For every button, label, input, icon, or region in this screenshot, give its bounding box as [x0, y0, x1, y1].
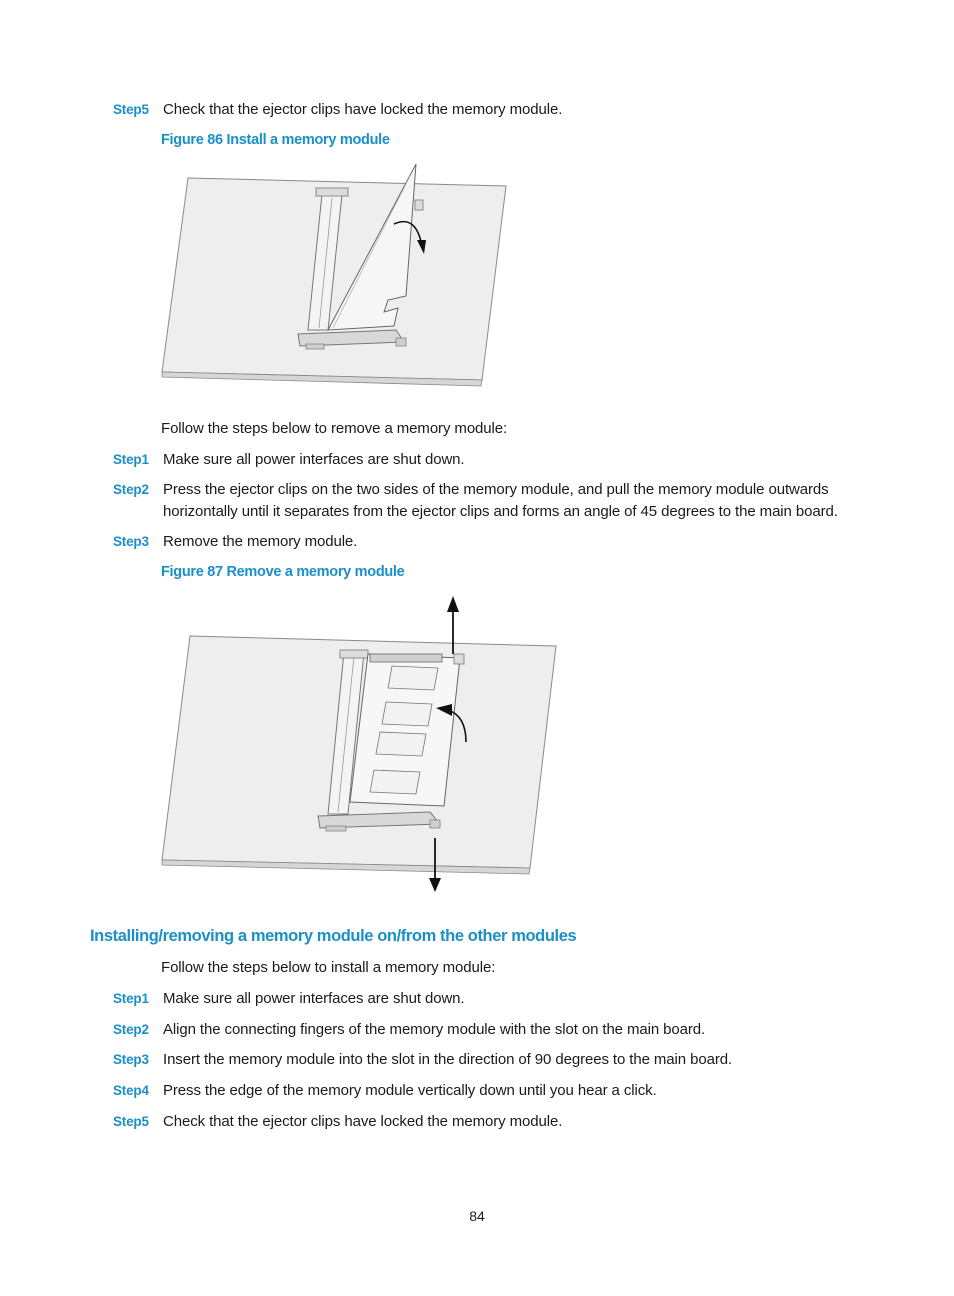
step-text: Check that the ejector clips have locked the memory module.: [163, 101, 563, 118]
step-row: [113, 99, 873, 121]
figure-86-illustration: [158, 158, 514, 392]
step-label: Step5: [113, 102, 149, 117]
step-text: Align the connecting fingers of the memory module with the slot on the main board.: [163, 1021, 706, 1038]
step-label: Step5: [113, 1114, 149, 1129]
step-label: Step1: [113, 991, 149, 1006]
remove-intro: Follow the steps below to remove a memory module:: [161, 420, 508, 437]
step-label: Step3: [113, 1052, 149, 1067]
figure-87-caption: Figure 87 Remove a memory module: [161, 564, 405, 580]
section-heading: Installing/removing a memory module on/from the other modules: [90, 927, 577, 945]
memory-chip: [382, 702, 432, 726]
step-row: [113, 1080, 873, 1102]
step-row: [113, 479, 873, 523]
step-text: Make sure all power interfaces are shut down.: [163, 990, 465, 1007]
page-number: 84: [469, 1208, 485, 1224]
step-text: Make sure all power interfaces are shut down.: [163, 451, 465, 468]
step-row: [113, 1019, 873, 1041]
step-row: [113, 1111, 873, 1133]
step-text: Press the edge of the memory module vertically down until you hear a click.: [163, 1082, 657, 1099]
step-row: [113, 988, 873, 1010]
step-row: [113, 449, 873, 471]
step-text: Insert the memory module into the slot in the direction of 90 degrees to the main board.: [163, 1051, 733, 1068]
step-label: Step3: [113, 534, 149, 549]
section-intro: Follow the steps below to install a memory module:: [161, 959, 496, 976]
step-label: Step2: [113, 1022, 149, 1037]
figure-86-caption: Figure 86 Install a memory module: [161, 132, 390, 148]
step-row: [113, 1049, 873, 1071]
step-text: Press the ejector clips on the two sides of the memory module, and pull the memory module outwards horizontally until it separates from the ejector clips and forms an angle of 45 degrees to the main board.: [163, 481, 838, 520]
step-label: Step4: [113, 1083, 149, 1098]
step-text: Check that the ejector clips have locked the memory module.: [163, 1113, 563, 1130]
memory-chip: [388, 666, 438, 690]
memory-chip: [376, 732, 426, 756]
figure-87-illustration: [158, 592, 562, 894]
step-text: Remove the memory module.: [163, 533, 358, 550]
step-row: [113, 531, 873, 553]
memory-chip: [370, 770, 420, 794]
step-label: Step2: [113, 482, 149, 497]
step-label: Step1: [113, 452, 149, 467]
